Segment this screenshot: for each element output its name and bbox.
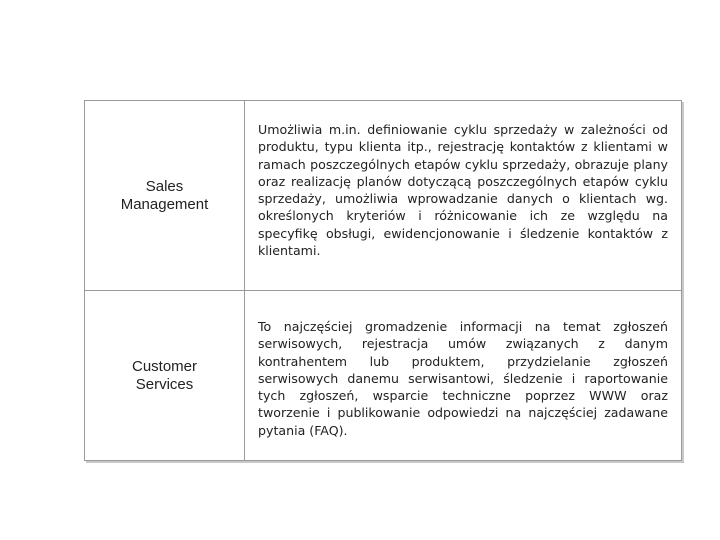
table-row-sales-management (85, 101, 681, 291)
module-description-sales-management: Umożliwia m.in. definiowanie cyklu sprzedaży w zależności od produktu, typu klienta itp., rejestrację kontaktów z klientami w ramach poszczególnych etapów cyklu sprzedaży, obrazuje plany oraz realizację planów dotyczącą poszczególnych etapów cyklu sprzedaży, umożliwia wprowadzanie danych o klientach wg. określonych kryteriów i różnicowanie ich ze względu na specyfikę obsługi, ewidencjonowanie i śledzenie kontaktów z klientami. (258, 122, 668, 259)
module-name-customer-services: Customer Services (131, 357, 198, 393)
module-name-sales-management: Sales Management (120, 177, 209, 213)
table-row-customer-services (85, 291, 681, 460)
module-description-customer-services: To najczęściej gromadzenie informacji na temat zgłoszeń serwisowych, rejestracja umów związanych z danym kontrahentem lub produktem, przydzielanie zgłoszeń serwisowych danemu serwisantowi, śledzenie i raportowanie tych zgłoszeń, wsparcie techniczne poprzez WWW oraz tworzenie i publikowanie odpowiedzi na najczęściej zadawane pytania (FAQ). (258, 319, 668, 438)
row-label-cell (85, 101, 245, 290)
row-label-cell (85, 291, 245, 460)
module-description-table (84, 100, 682, 461)
